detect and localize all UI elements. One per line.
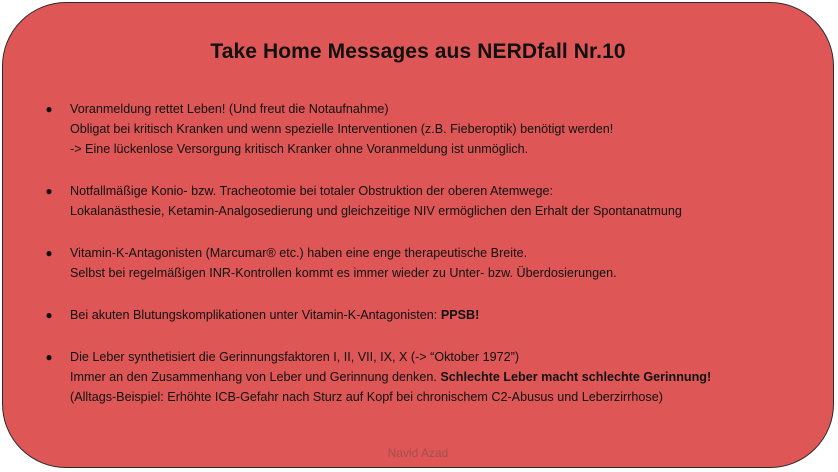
message-line: (Alltags-Beispiel: Erhöhte ICB-Gefahr nach Sturz auf Kopf bei chronischem C2-Abusus und Leberzirrhose)	[70, 390, 663, 404]
list-item	[3, 347, 833, 407]
message-emphasis: Schlechte Leber macht schlechte Gerinnung!	[440, 370, 712, 384]
bullet-icon: ●	[45, 350, 53, 364]
message-line	[70, 367, 833, 387]
message-line: Lokalanästhesie, Ketamin-Analgosedierung und gleichzeitige NIV ermöglichen den Erhalt der Spontanatmung	[70, 204, 682, 218]
message-line: Die Leber synthetisiert die Gerinnungsfaktoren I, II, VII, IX, X (-> “Oktober 1972”)	[70, 350, 520, 364]
take-home-card	[2, 2, 834, 468]
message-text: Bei akuten Blutungskomplikationen unter Vitamin-K-Antagonisten:	[70, 308, 441, 322]
message-line: Selbst bei regelmäßigen INR-Kontrollen kommt es immer wieder zu Unter- bzw. Überdosierungen.	[70, 266, 617, 280]
message-line: Voranmeldung rettet Leben! (Und freut die Notaufnahme)	[70, 102, 389, 116]
author-credit: Navid Azad	[387, 446, 449, 460]
bullet-icon: ●	[45, 246, 53, 260]
message-list	[3, 99, 833, 407]
bullet-icon: ●	[45, 308, 53, 322]
list-item	[3, 99, 833, 159]
message-text: Immer an den Zusammenhang von Leber und Gerinnung denken.	[70, 370, 441, 384]
list-item	[3, 305, 833, 325]
message-line: -> Eine lückenlose Versorgung kritisch Kranker ohne Voranmeldung ist unmöglich.	[70, 142, 529, 156]
bullet-icon: ●	[45, 102, 53, 116]
message-emphasis: PPSB!	[440, 308, 480, 322]
message-line	[70, 305, 833, 325]
message-line: Vitamin-K-Antagonisten (Marcumar® etc.) haben eine enge therapeutische Breite.	[70, 246, 528, 260]
slide-title: Take Home Messages aus NERDfall Nr.10	[210, 40, 626, 63]
list-item	[3, 243, 833, 283]
message-line: Notfallmäßige Konio- bzw. Tracheotomie bei totaler Obstruktion der oberen Atemwege:	[70, 184, 554, 198]
list-item	[3, 181, 833, 221]
bullet-icon: ●	[45, 184, 53, 198]
message-line: Obligat bei kritisch Kranken und wenn spezielle Interventionen (z.B. Fieberoptik) benötigt werden!	[70, 122, 614, 136]
